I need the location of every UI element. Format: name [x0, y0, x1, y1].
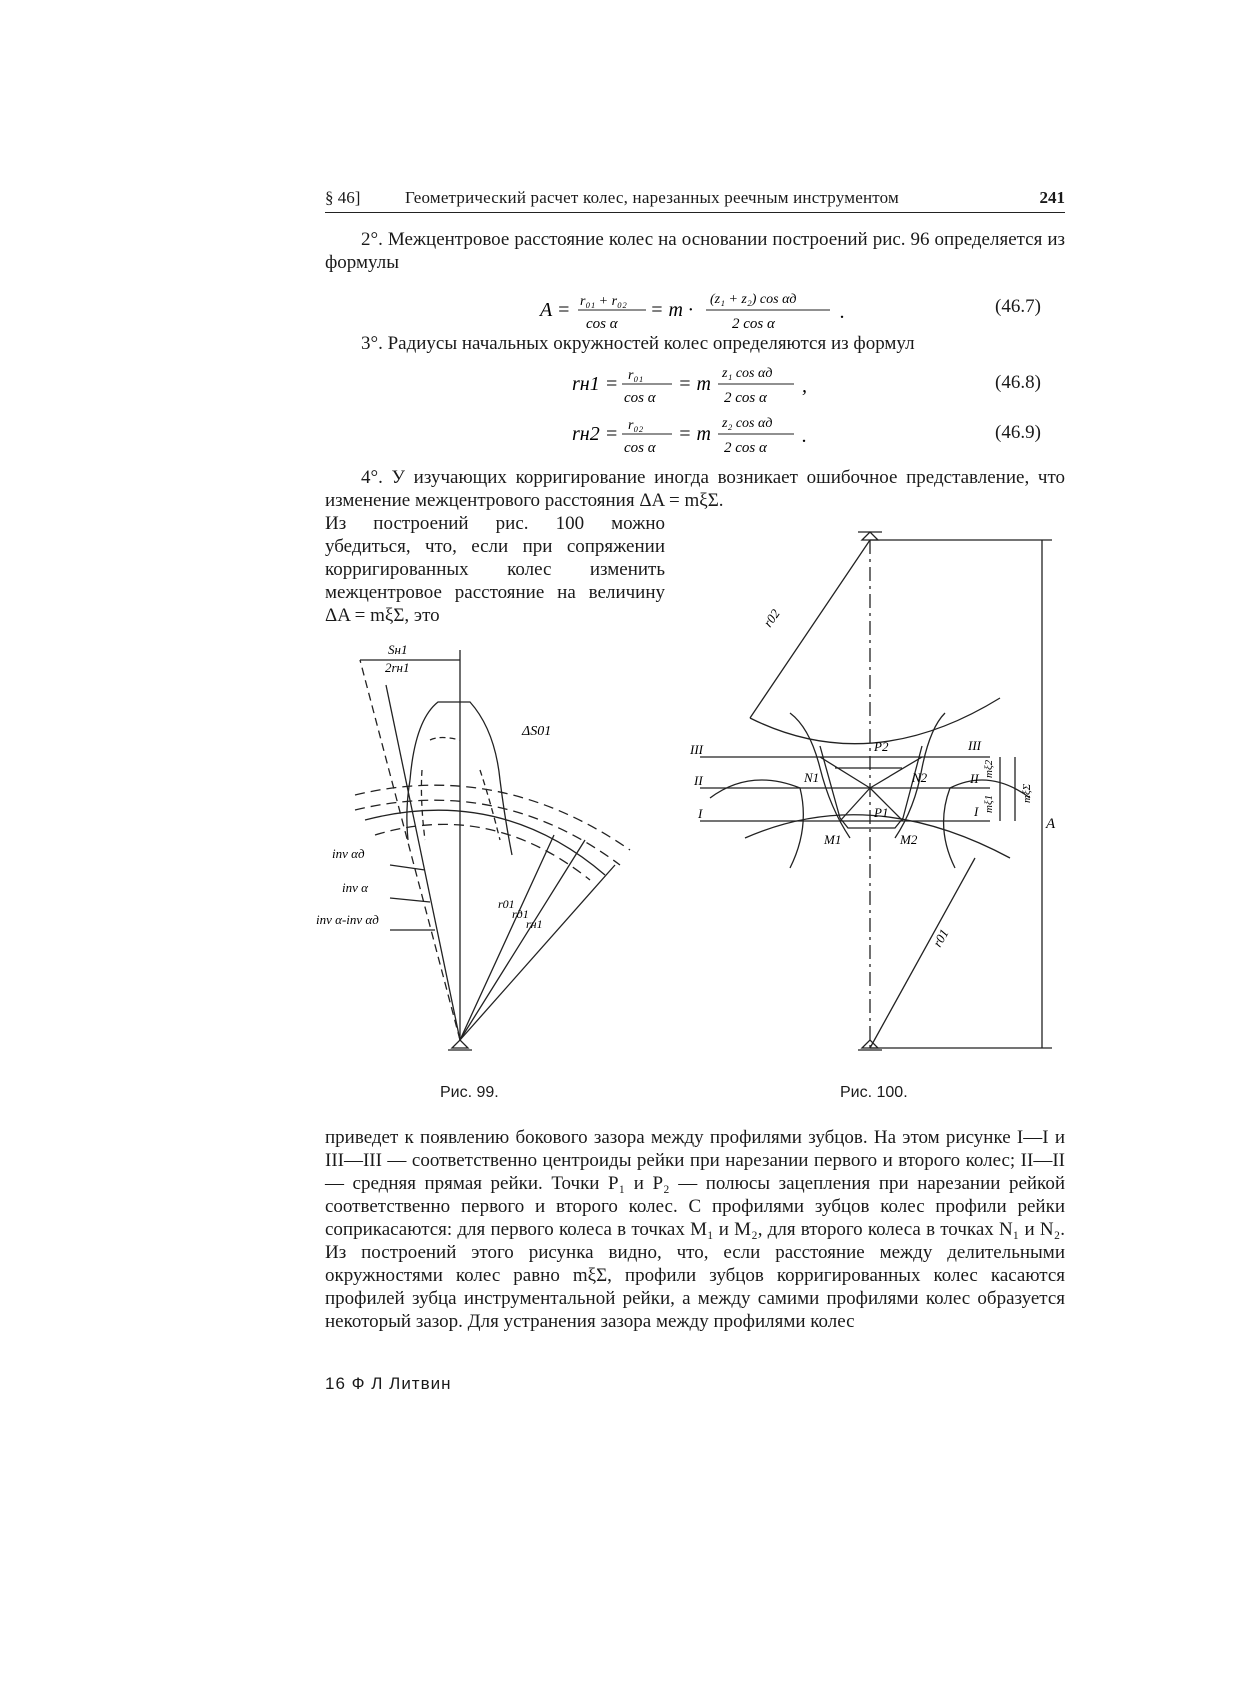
paragraph-2: 2°. Межцентровое расстояние колес на основании построений рис. 96 определяется из формулы: [325, 229, 1065, 273]
label-s-n1: Sн1: [388, 642, 408, 657]
label-inv-alpha-d: inv αд: [332, 846, 365, 861]
label-line-I-left: I: [698, 806, 703, 821]
figure-99: [316, 640, 670, 1060]
label-line-III-right: III: [968, 738, 981, 753]
svg-text:2 cos α: 2 cos α: [732, 316, 775, 332]
svg-text:= m ·: = m ·: [650, 299, 693, 321]
label-m-xi2: mξ2: [983, 759, 995, 778]
svg-text:.: .: [802, 425, 807, 447]
label-2r-n1: 2rн1: [385, 660, 410, 675]
paragraph-4: 4°. У изучающих корригирование иногда возникает ошибочное представление, что изменение межцентрового расстояния ΔA = mξΣ.: [325, 467, 1065, 511]
svg-text:2 cos α: 2 cos α: [724, 440, 767, 456]
label-line-III-left: III: [690, 742, 703, 757]
equation-number-46-7: (46.7): [995, 296, 1041, 317]
label-A: A: [1046, 816, 1056, 832]
svg-text:,: ,: [802, 375, 807, 397]
paragraph-4-wrap: Из построений рис. 100 можно убедиться, что, если при сопряжении корригированных колес изменить межцентровое расстояние на величину ΔA = mξΣ, это: [325, 513, 665, 626]
svg-text:= m: = m: [678, 423, 711, 445]
label-n2: N2: [912, 770, 928, 785]
svg-text:cos α: cos α: [586, 316, 618, 332]
label-r02: r02: [760, 606, 783, 630]
label-r01: r01: [498, 897, 515, 911]
equation-46-8: [572, 362, 842, 416]
svg-text:z₂ cos αд: z₂ cos αд: [722, 416, 773, 431]
svg-text:r₀₂: r₀₂: [628, 418, 644, 433]
label-inv-difference: inv α-inv αд: [316, 912, 379, 927]
equation-46-9: [572, 412, 842, 466]
section-number: § 46]: [325, 188, 361, 207]
svg-text:z₁ cos αд: z₁ cos αд: [722, 366, 773, 381]
svg-text:A =: A =: [540, 299, 571, 321]
svg-text:cos α: cos α: [624, 440, 656, 456]
page-footer: 16 Ф Л Литвин: [325, 1374, 452, 1393]
figure-100: [690, 528, 1070, 1068]
figure-99-caption: Рис. 99.: [440, 1084, 499, 1101]
label-inv-alpha: inv α: [342, 880, 368, 895]
svg-text:r₀₁ + r₀₂: r₀₁ + r₀₂: [580, 294, 627, 309]
label-m-xi-sum: mξΣ: [1021, 783, 1033, 803]
figure-100-caption: Рис. 100.: [840, 1084, 908, 1101]
svg-text:(z₁ + z₂) cos αд: (z₁ + z₂) cos αд: [710, 292, 797, 307]
paragraph-3: 3°. Радиусы начальных окружностей колес определяются из формул: [361, 333, 915, 354]
running-header: [325, 188, 1065, 214]
label-m1: M1: [824, 832, 842, 847]
label-m2: M2: [900, 832, 918, 847]
svg-text:2 cos α: 2 cos α: [724, 390, 767, 406]
svg-text:cos α: cos α: [624, 390, 656, 406]
header-rule: [325, 212, 1065, 213]
equation-number-46-9: (46.9): [995, 422, 1041, 443]
page-number: 241: [1039, 188, 1065, 207]
label-line-I-right: I: [974, 804, 979, 819]
label-r-d1: rд1: [512, 907, 529, 921]
label-r-n1: rн1: [526, 917, 543, 931]
svg-text:= m: = m: [678, 373, 711, 395]
svg-text:rн2 =: rн2 =: [572, 423, 619, 445]
paragraph-5: приведет к появлению бокового зазора между профилями зубцов. На этом рисунке I—I и III—III — соответственно центроиды рейки при нарезании первого и второго колес; II—II — средняя прямая рейки. Точки P₁ и P₂ — полюсы зацепления при нарезании рейкой соответственно первого и второго колес. С профилями зубцов колес профили рейки соприкасаются: для первого колеса в точках M₁ и M₂, для второго колеса в точках N₁ и N₂. Из построений этого рисунка видно, что, если расстояние между делительными окружностями колес равно mξΣ, профили зубцов корригированных колес касаются профилей зубца инструментальной рейки, а между самими профилями колес образуется некоторый зазор. Для устранения зазора между профилями колес: [325, 1127, 1065, 1332]
svg-text:r₀₁: r₀₁: [628, 368, 644, 383]
equation-number-46-8: (46.8): [995, 372, 1041, 393]
label-n1: N1: [804, 770, 820, 785]
header-title: Геометрический расчет колес, нарезанных реечным инструментом: [405, 188, 899, 207]
label-line-II-left: II: [694, 773, 703, 788]
label-delta-s01: ΔS01: [522, 724, 552, 739]
label-p1: P1: [874, 805, 889, 820]
svg-text:.: .: [840, 301, 845, 323]
svg-text:rн1 =: rн1 =: [572, 373, 619, 395]
label-r01-fig100: r01: [929, 926, 952, 950]
label-p2: P2: [874, 739, 889, 754]
label-line-II-right: II: [970, 771, 979, 786]
label-m-xi1: mξ1: [983, 794, 995, 813]
